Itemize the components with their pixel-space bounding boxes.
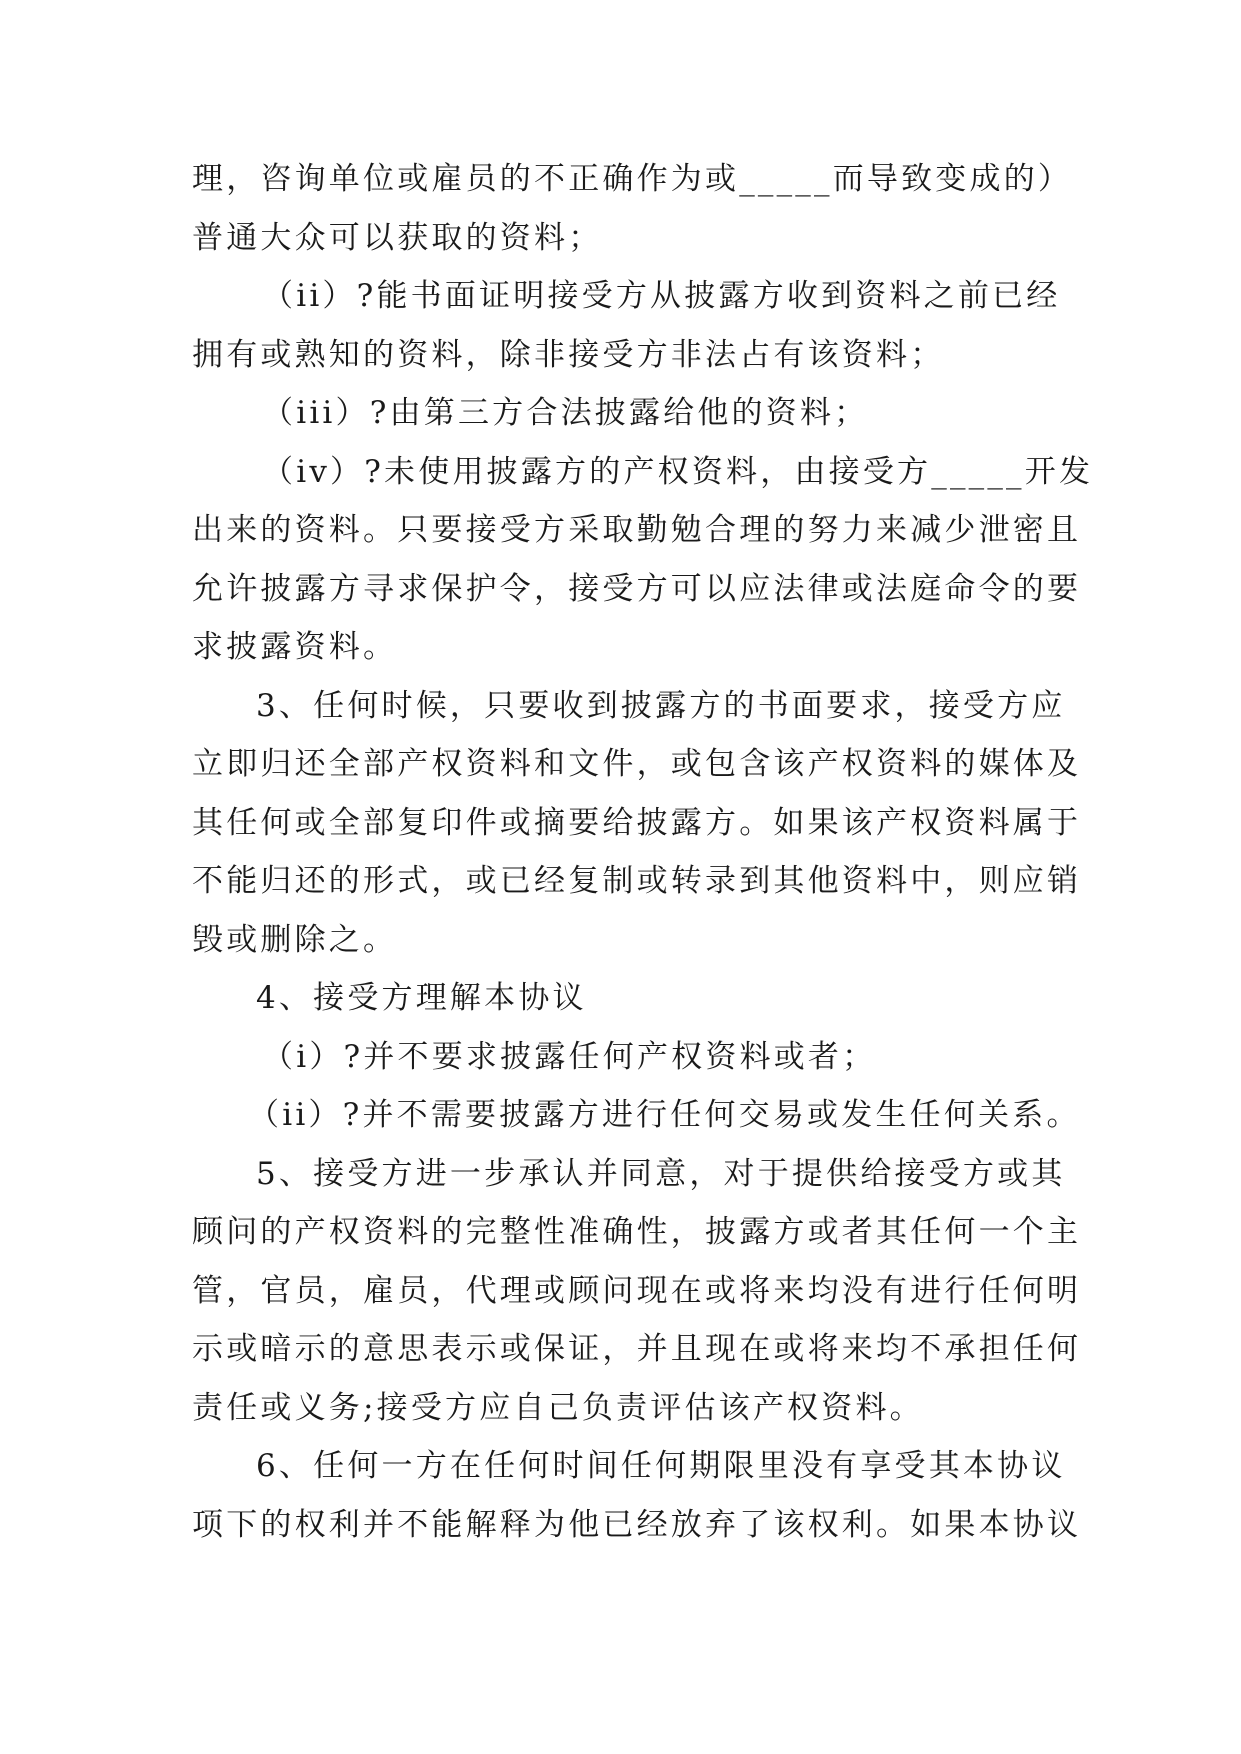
text-line: 求披露资料。 [192,629,398,665]
text-line: 出来的资料。只要接受方采取勤勉合理的努力来减少泄密且 [192,512,1082,548]
text-line: （i）?并不要求披露任何产权资料或者； [262,1038,877,1075]
text-line: 不能归还的形式，或已经复制或转录到其他资料中，则应销 [192,863,1082,899]
text-line: 管，官员，雇员，代理或顾问现在或将来均没有进行任何明 [192,1272,1082,1309]
text-line: 项下的权利并不能解释为他已经放弃了该权利。如果本协议 [192,1506,1082,1543]
text-line: 6、任何一方在任何时间任何期限里没有享受其本协议 [256,1448,1066,1484]
text-line: （ii）?能书面证明接受方从披露方收到资料之前已经 [262,278,1061,314]
text-line: 4、接受方理解本协议 [256,980,587,1016]
text-line: 拥有或熟知的资料，除非接受方非法占有该资料； [192,336,945,373]
text-line: 立即归还全部产权资料和文件，或包含该产权资料的媒体及 [192,746,1082,782]
text-line: 3、任何时候，只要收到披露方的书面要求，接受方应 [256,687,1066,724]
text-line: （ii）?并不需要披露方进行任何交易或发生任何关系。 [248,1097,1081,1133]
text-line: 其任何或全部复印件或摘要给披露方。如果该产权资料属于 [192,804,1082,841]
text-line: 5、接受方进一步承认并同意，对于提供给接受方或其 [256,1155,1066,1192]
text-line: （iii）?由第三方合法披露给他的资料； [262,395,869,431]
text-line: 理，咨询单位或雇员的不正确作为或_____而导致变成的） [192,161,1073,197]
document-body [192,150,1094,1554]
text-line: 毁或删除之。 [192,921,398,958]
text-line: 顾问的产权资料的完整性准确性，披露方或者其任何一个主 [192,1214,1082,1250]
text-line: 责任或义务;接受方应自己负责评估该产权资料。 [192,1389,924,1426]
text-line: 允许披露方寻求保护令，接受方可以应法律或法庭命令的要 [192,570,1082,607]
text-line: 示或暗示的意思表示或保证，并且现在或将来均不承担任何 [192,1331,1082,1367]
text-line: 普通大众可以获取的资料； [192,219,603,256]
text-line: （iv）?未使用披露方的产权资料，由接受方_____开发 [262,453,1094,490]
